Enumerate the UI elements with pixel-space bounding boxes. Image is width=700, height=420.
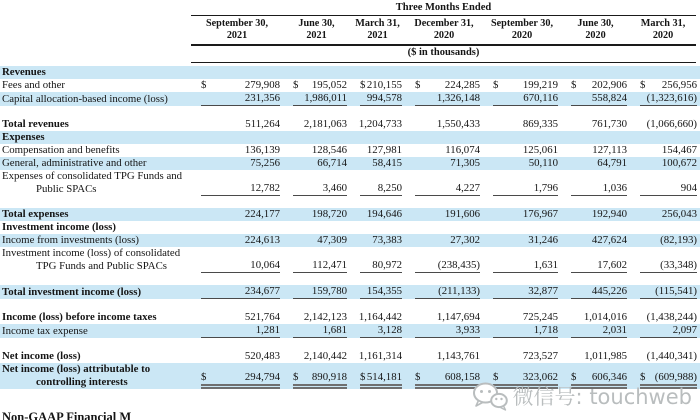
dollar-sign: $ — [201, 371, 207, 383]
value-number: 192,940 — [591, 208, 627, 220]
value-cell — [283, 182, 350, 196]
header-rule-bottom — [191, 62, 696, 63]
value-cell — [561, 182, 630, 196]
dollar-sign: $ — [293, 371, 299, 383]
value-cell — [561, 208, 630, 221]
spacer-row — [0, 196, 700, 208]
spacer-row — [0, 273, 700, 285]
value-number: (33,348) — [660, 259, 697, 271]
value-cell — [350, 182, 405, 196]
units-note: ($ in thousands) — [407, 47, 480, 58]
dollar-sign: $ — [571, 371, 577, 383]
value-number: 80,972 — [372, 259, 402, 271]
row-label: Total expenses — [2, 208, 69, 220]
dollar-sign: $ — [493, 79, 499, 91]
value-number: 2,140,442 — [303, 350, 347, 362]
value-cell — [630, 234, 700, 247]
value-cell — [191, 285, 283, 299]
value-cell — [350, 92, 405, 106]
table-row — [0, 234, 700, 247]
value-cell — [630, 144, 700, 157]
value-number: 761,730 — [591, 118, 627, 130]
table-header — [0, 0, 700, 63]
value-cell — [405, 144, 483, 157]
value-number: 890,918 — [311, 371, 347, 383]
value-cell — [350, 350, 405, 363]
spacer-row — [0, 338, 700, 350]
value-cell — [561, 324, 630, 338]
value-number: 73,383 — [372, 234, 402, 246]
row-label: Income (loss) before income taxes — [2, 311, 157, 323]
value-cell — [561, 157, 630, 170]
value-cell — [561, 259, 630, 273]
row-label: Investment income (loss) — [2, 221, 116, 233]
value-cell — [191, 92, 283, 106]
dollar-sign: $ — [493, 371, 499, 383]
table-body — [0, 66, 700, 389]
column-header: June 30, 2020 — [577, 18, 614, 41]
row-label: Capital allocation-based income (loss) — [2, 93, 168, 105]
spacer-row — [0, 106, 700, 118]
table-row — [0, 79, 700, 92]
value-cell — [483, 285, 561, 299]
table-row — [0, 157, 700, 170]
value-number: 50,110 — [528, 157, 558, 169]
value-cell — [630, 285, 700, 299]
value-cell — [405, 92, 483, 106]
value-number: 66,714 — [317, 157, 347, 169]
row-label: Investment income (loss) of consolidated TPG Funds and Public SPACs — [2, 247, 181, 272]
value-cell — [283, 350, 350, 363]
row-label: Net income (loss) — [2, 350, 81, 362]
value-number: 323,062 — [522, 371, 558, 383]
value-number: 427,624 — [591, 234, 627, 246]
value-number: 1,681 — [322, 324, 347, 336]
value-number: 154,355 — [366, 285, 402, 297]
value-number: 1,796 — [533, 182, 558, 194]
value-cell — [483, 324, 561, 338]
value-cell — [483, 144, 561, 157]
dollar-sign: $ — [415, 371, 421, 383]
value-cell — [405, 79, 483, 92]
value-number: 1,986,011 — [304, 92, 347, 104]
value-cell — [191, 311, 283, 324]
value-number: 32,877 — [528, 285, 558, 297]
spacer-row — [0, 299, 700, 311]
value-cell — [191, 79, 283, 92]
value-cell — [483, 182, 561, 196]
value-cell — [283, 157, 350, 170]
value-number: 10,064 — [250, 259, 280, 271]
row-label: Total revenues — [2, 118, 69, 130]
watermark — [472, 381, 692, 411]
value-number: 606,346 — [591, 371, 627, 383]
value-number: 1,164,442 — [358, 311, 402, 323]
value-cell — [561, 285, 630, 299]
value-cell — [283, 79, 350, 92]
value-number: 100,672 — [661, 157, 697, 169]
column-header: September 30, 2021 — [205, 18, 269, 41]
value-cell — [483, 350, 561, 363]
row-label: Expenses of consolidated TPG Funds and Public SPACs — [2, 170, 183, 195]
value-cell — [350, 371, 405, 389]
value-cell — [630, 350, 700, 363]
value-number: 1,204,733 — [358, 118, 402, 130]
value-number: 670,116 — [523, 92, 558, 104]
value-number: 31,246 — [528, 234, 558, 246]
value-number: 136,139 — [244, 144, 280, 156]
table-row — [0, 285, 700, 299]
value-number: 4,227 — [455, 182, 480, 194]
value-cell — [191, 350, 283, 363]
value-number: 1,036 — [602, 182, 627, 194]
period-title: Three Months Ended — [395, 2, 492, 13]
value-cell — [630, 118, 700, 131]
value-cell — [405, 118, 483, 131]
value-cell — [191, 324, 283, 338]
value-number: 17,602 — [597, 259, 627, 271]
row-label: Income tax expense — [2, 325, 88, 337]
value-number: 224,613 — [244, 234, 280, 246]
row-label: Expenses — [2, 131, 45, 143]
value-number: 194,646 — [366, 208, 402, 220]
value-number: 198,720 — [311, 208, 347, 220]
table-row — [0, 208, 700, 221]
value-number: (1,066,660) — [646, 118, 697, 130]
value-number: 191,606 — [444, 208, 480, 220]
value-cell — [283, 92, 350, 106]
value-number: 116,074 — [445, 144, 480, 156]
value-cell — [630, 157, 700, 170]
value-number: 112,471 — [312, 259, 347, 271]
value-number: 64,791 — [597, 157, 627, 169]
value-number: 521,764 — [244, 311, 280, 323]
row-label: Compensation and benefits — [2, 144, 120, 156]
value-number: (238,435) — [437, 259, 480, 271]
value-cell — [283, 259, 350, 273]
value-cell — [483, 311, 561, 324]
dollar-sign: $ — [640, 79, 646, 91]
value-cell — [483, 234, 561, 247]
row-label: Net income (loss) attributable to controlling interests — [2, 363, 151, 388]
value-number: 1,014,016 — [583, 311, 627, 323]
value-cell — [630, 92, 700, 106]
dollar-sign: $ — [201, 79, 207, 91]
value-number: 1,147,694 — [436, 311, 480, 323]
value-number: 75,256 — [250, 157, 280, 169]
row-label: Income from investments (loss) — [2, 234, 140, 246]
value-number: 1,631 — [533, 259, 558, 271]
value-cell — [283, 371, 350, 389]
value-cell — [191, 157, 283, 170]
value-number: 125,061 — [522, 144, 558, 156]
value-number: 2,097 — [672, 324, 697, 336]
value-number: 71,305 — [450, 157, 480, 169]
table-row — [0, 247, 700, 273]
column-header: March 31, 2021 — [355, 18, 400, 41]
value-cell — [561, 311, 630, 324]
value-number: (609,988) — [654, 371, 697, 383]
value-number: 256,043 — [661, 208, 697, 220]
value-number: 1,011,985 — [584, 350, 627, 362]
table-row — [0, 221, 700, 234]
value-number: 195,052 — [311, 79, 347, 91]
value-cell — [283, 208, 350, 221]
table-row — [0, 92, 700, 106]
value-number: 224,285 — [444, 79, 480, 91]
value-cell — [561, 79, 630, 92]
value-number: 2,181,063 — [303, 118, 347, 130]
column-header: September 30, 2020 — [490, 18, 554, 41]
table-row — [0, 131, 700, 144]
value-number: 2,142,123 — [303, 311, 347, 323]
value-number: (115,541) — [655, 285, 697, 297]
table-row — [0, 118, 700, 131]
value-number: 202,906 — [591, 79, 627, 91]
value-cell — [405, 311, 483, 324]
value-cell — [350, 208, 405, 221]
value-number: 1,161,314 — [358, 350, 402, 362]
value-number: 725,245 — [522, 311, 558, 323]
value-cell — [483, 79, 561, 92]
value-number: 520,483 — [244, 350, 280, 362]
value-number: 558,824 — [591, 92, 627, 104]
value-cell — [405, 234, 483, 247]
value-number: 159,780 — [311, 285, 347, 297]
value-cell — [283, 118, 350, 131]
value-cell — [405, 182, 483, 196]
value-cell — [191, 118, 283, 131]
value-cell — [283, 234, 350, 247]
value-number: 58,415 — [372, 157, 402, 169]
value-number: 1,326,148 — [436, 92, 480, 104]
value-number: 27,302 — [450, 234, 480, 246]
value-number: 3,933 — [455, 324, 480, 336]
value-cell — [350, 259, 405, 273]
value-cell — [350, 234, 405, 247]
value-number: 8,250 — [377, 182, 402, 194]
value-number: 1,718 — [533, 324, 558, 336]
wechat-icon — [472, 382, 508, 411]
value-number: 904 — [680, 182, 697, 194]
table-row — [0, 350, 700, 363]
table-row — [0, 66, 700, 79]
value-number: 210,155 — [366, 79, 402, 91]
value-cell — [630, 79, 700, 92]
value-cell — [350, 144, 405, 157]
watermark-text: 微信号: touchweb — [512, 385, 692, 409]
table-row — [0, 324, 700, 338]
value-number: 445,226 — [591, 285, 627, 297]
value-number: (211,133) — [438, 285, 480, 297]
value-cell — [405, 350, 483, 363]
value-number: 234,677 — [244, 285, 280, 297]
value-number: 176,967 — [522, 208, 558, 220]
column-header: March 31, 2020 — [640, 18, 686, 41]
value-cell — [630, 182, 700, 196]
value-number: 128,546 — [311, 144, 347, 156]
value-cell — [630, 311, 700, 324]
clipped-footnote: Non-GAAP Financial M — [2, 410, 132, 420]
value-cell — [483, 259, 561, 273]
dollar-sign: $ — [293, 79, 299, 91]
value-cell — [191, 182, 283, 196]
value-cell — [283, 144, 350, 157]
table-row — [0, 311, 700, 324]
value-cell — [191, 208, 283, 221]
value-cell — [561, 350, 630, 363]
row-label: Fees and other — [2, 79, 65, 91]
value-cell — [283, 285, 350, 299]
value-cell — [561, 92, 630, 106]
value-cell — [191, 234, 283, 247]
value-cell — [561, 144, 630, 157]
row-label: Revenues — [2, 66, 46, 78]
value-cell — [630, 324, 700, 338]
value-number: 127,113 — [592, 144, 627, 156]
value-cell — [405, 157, 483, 170]
column-header: December 31, 2020 — [414, 18, 474, 41]
value-cell — [630, 208, 700, 221]
value-number: 511,264 — [245, 118, 280, 130]
value-cell — [405, 208, 483, 221]
value-number: 994,578 — [366, 92, 402, 104]
value-cell — [350, 324, 405, 338]
value-number: 199,219 — [522, 79, 558, 91]
value-number: 514,181 — [366, 371, 402, 383]
value-number: 3,460 — [322, 182, 347, 194]
value-number: 12,782 — [250, 182, 280, 194]
value-cell — [283, 311, 350, 324]
dollar-sign: $ — [360, 79, 366, 91]
value-cell — [350, 285, 405, 299]
value-number: 154,467 — [661, 144, 697, 156]
value-number: (1,438,244) — [646, 311, 697, 323]
value-number: 1,281 — [255, 324, 280, 336]
value-number: 256,956 — [661, 79, 697, 91]
value-cell — [630, 259, 700, 273]
value-cell — [405, 285, 483, 299]
value-number: 231,356 — [244, 92, 280, 104]
value-number: 294,794 — [244, 371, 280, 383]
value-number: 723,527 — [522, 350, 558, 362]
value-cell — [483, 208, 561, 221]
value-cell — [561, 234, 630, 247]
table-row — [0, 170, 700, 196]
value-number: 2,031 — [602, 324, 627, 336]
dollar-sign: $ — [415, 79, 421, 91]
dollar-sign: $ — [571, 79, 577, 91]
value-number: (1,440,341) — [646, 350, 697, 362]
header-columns-area — [191, 2, 696, 63]
value-cell — [191, 144, 283, 157]
value-number: 224,177 — [244, 208, 280, 220]
column-header: June 30, 2021 — [298, 18, 335, 41]
value-number: (1,323,616) — [646, 92, 697, 104]
row-label: General, administrative and other — [2, 157, 147, 169]
value-number: 47,309 — [317, 234, 347, 246]
value-number: 127,981 — [366, 144, 402, 156]
header-label-spacer — [0, 2, 191, 63]
value-cell — [483, 157, 561, 170]
value-number: (82,193) — [660, 234, 697, 246]
column-headers — [191, 16, 696, 43]
value-cell — [350, 118, 405, 131]
row-label: Total investment income (loss) — [2, 286, 142, 298]
value-number: 279,908 — [244, 79, 280, 91]
value-cell — [405, 259, 483, 273]
table-row — [0, 144, 700, 157]
value-cell — [191, 371, 283, 389]
value-cell — [350, 79, 405, 92]
value-number: 869,335 — [522, 118, 558, 130]
value-number: 1,550,433 — [436, 118, 480, 130]
value-number: 1,143,761 — [436, 350, 480, 362]
value-cell — [483, 118, 561, 131]
dollar-sign: $ — [640, 371, 646, 383]
value-cell — [483, 92, 561, 106]
dollar-sign: $ — [360, 371, 366, 383]
value-cell — [191, 259, 283, 273]
value-number: 608,158 — [444, 371, 480, 383]
value-cell — [283, 324, 350, 338]
value-cell — [405, 324, 483, 338]
value-cell — [561, 118, 630, 131]
value-number: 3,128 — [377, 324, 402, 336]
value-cell — [350, 311, 405, 324]
value-cell — [350, 157, 405, 170]
